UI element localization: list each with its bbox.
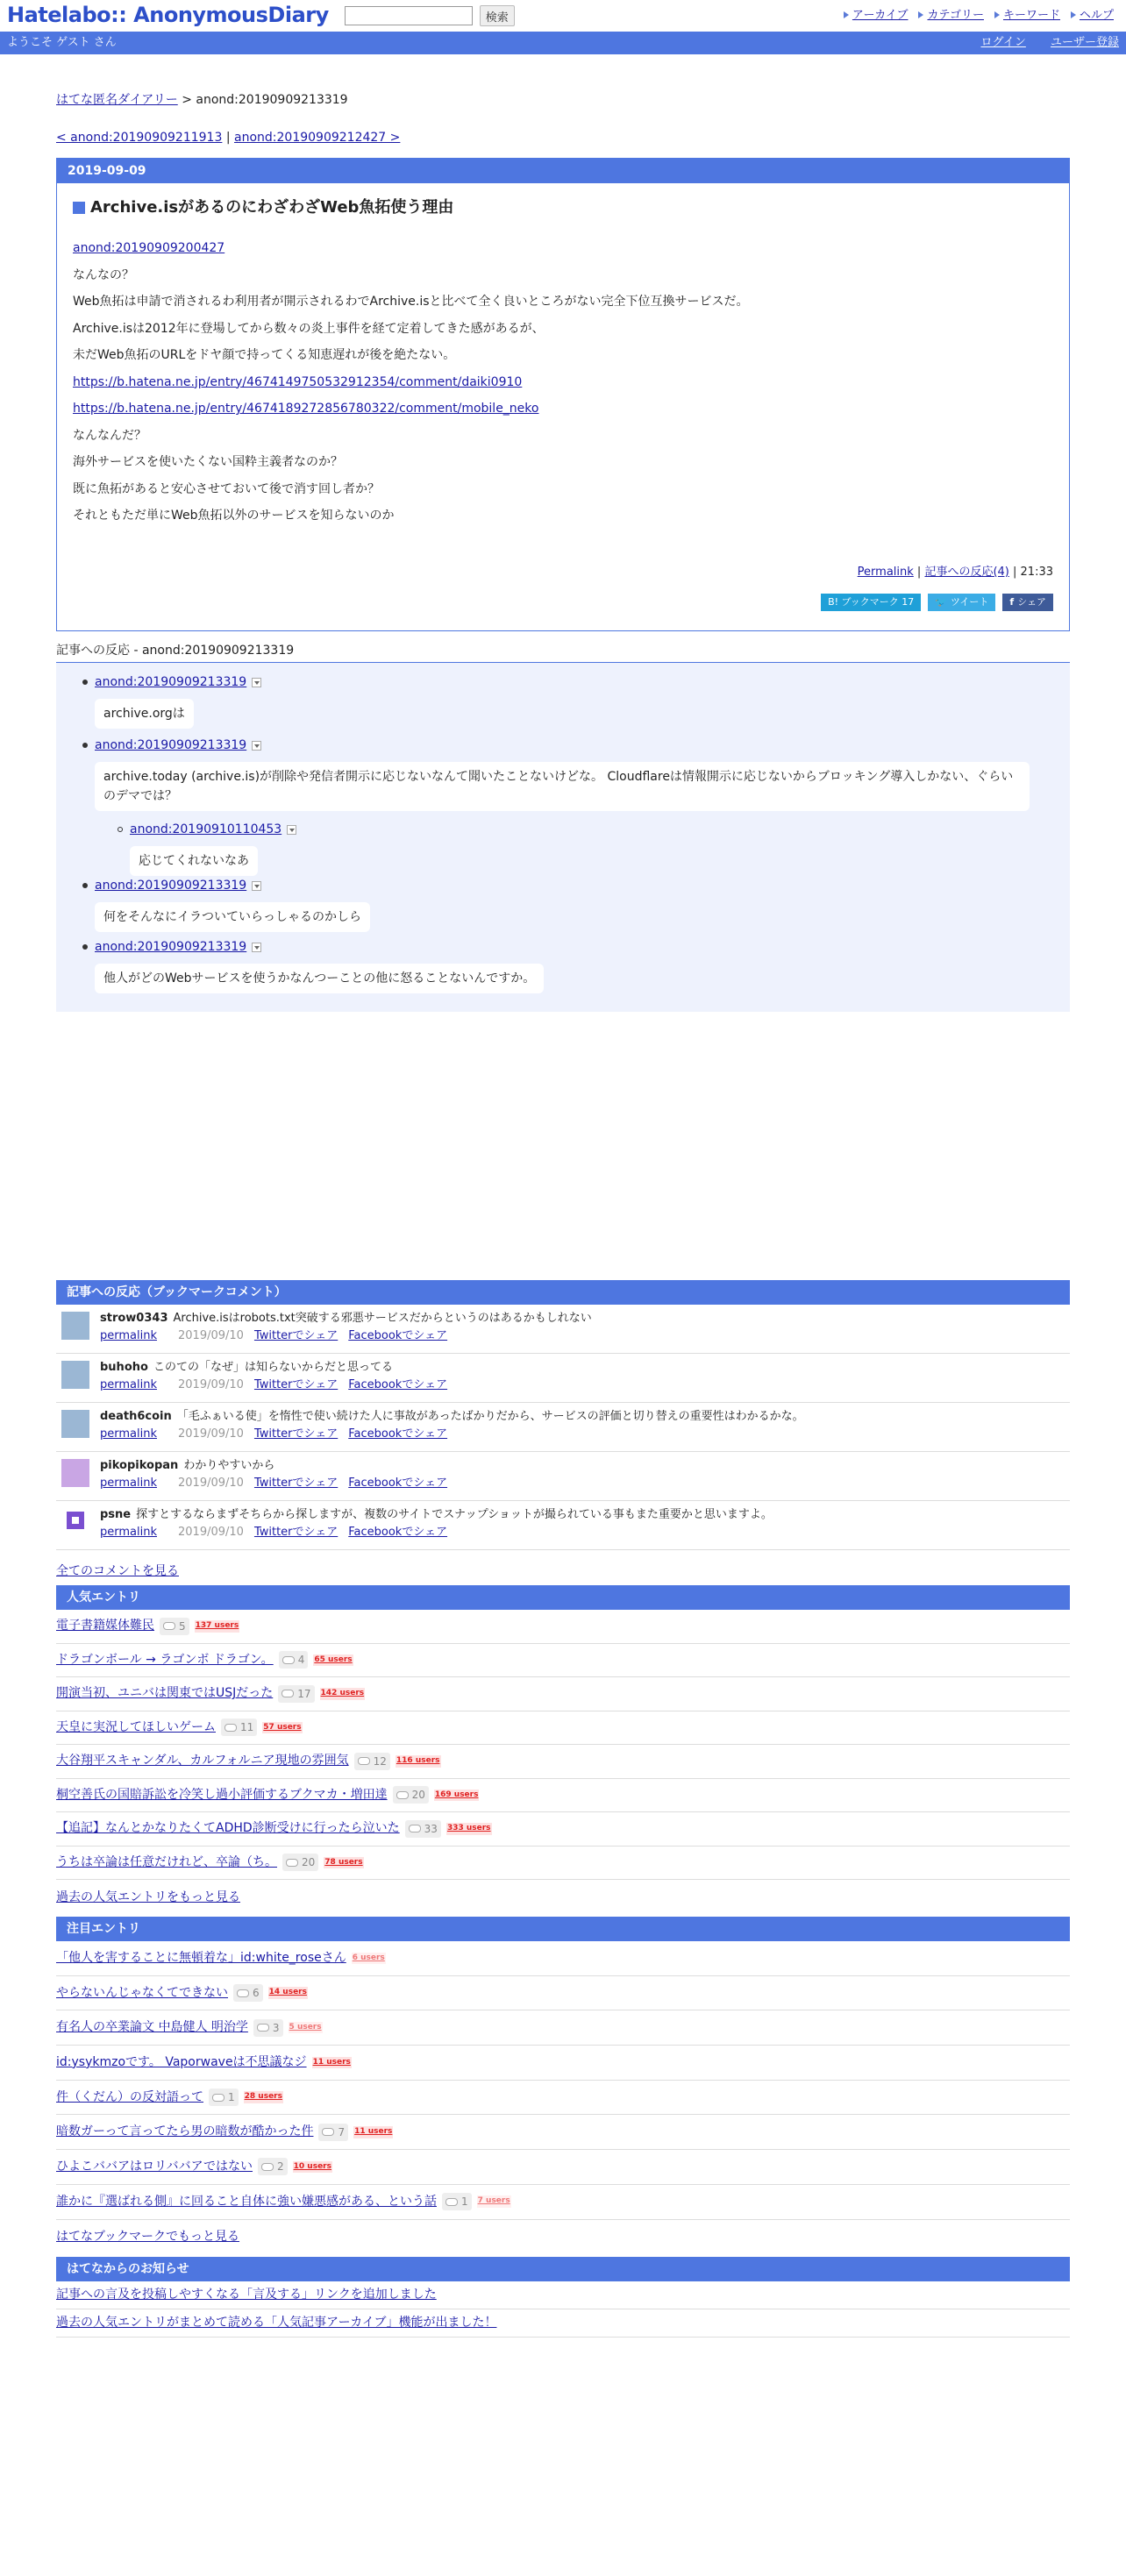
users-badge[interactable]: 65 users <box>313 1654 353 1667</box>
list-item <box>56 1711 1070 1746</box>
news-list <box>56 2281 1070 2338</box>
entry-line: なんなの？ <box>73 267 134 282</box>
popular-entries-list <box>56 1610 1070 1880</box>
more-featured-link[interactable]: はてなブックマークでもっと見る <box>56 2230 240 2244</box>
popular-entry-link[interactable]: 【追記】なんとかなりたくてADHD診断受けに行ったら泣いた <box>56 1821 400 1836</box>
responses-tree <box>56 663 1070 1012</box>
avatar[interactable] <box>61 1410 89 1438</box>
pager-sep: | <box>225 131 231 145</box>
expand-toggle-icon[interactable] <box>252 881 261 891</box>
list-item <box>56 1812 1070 1847</box>
response-link[interactable]: anond:20190909213319 <box>95 940 247 954</box>
pager <box>56 129 1070 147</box>
comment-count-value: 20 <box>411 1789 425 1802</box>
users-badge[interactable]: 333 users <box>446 1823 492 1835</box>
comment-count[interactable] <box>354 1753 390 1770</box>
comment-count-value: 12 <box>373 1754 387 1768</box>
comment-count[interactable] <box>318 2124 348 2141</box>
users-badge[interactable]: 7 users <box>477 2195 511 2208</box>
bookmark-comment <box>56 1403 1070 1452</box>
bookmark-date: 2019/09/10 <box>178 1427 244 1441</box>
facebook-share-link[interactable]: Facebookでシェア <box>348 1526 448 1539</box>
bookmark-comments-title: 記事への反応（ブックマークコメント） <box>56 1280 1070 1305</box>
comment-bubble-icon <box>282 1690 294 1697</box>
nav-archive[interactable]: アーカイブ <box>844 7 909 25</box>
facebook-share-button[interactable] <box>1002 594 1053 611</box>
response-item <box>95 673 261 729</box>
facebook-icon: f <box>1009 596 1015 608</box>
comment-count[interactable] <box>258 2158 288 2175</box>
entry-url-link[interactable]: https://b.hatena.ne.jp/entry/4674189272856780322/comment/mobile_neko <box>73 402 539 416</box>
entry-footer: Permalink | 記事への反応(4) | 21:33 <box>857 566 1053 579</box>
register-link[interactable]: ユーザー登録 <box>1050 36 1119 50</box>
entry-line: 未だWeb魚拓のURLをドヤ顔で持ってくる知恵遅れが後を絶たない。 <box>73 348 456 362</box>
comment-bubble-icon <box>396 1791 409 1799</box>
all-comments-link[interactable]: 全てのコメントを見る <box>56 1564 179 1578</box>
welcome-bar <box>0 32 1126 54</box>
next-entry-link[interactable]: anond:20190909212427 > <box>234 131 401 145</box>
comment-count-value: 1 <box>461 2195 468 2209</box>
comment-count-value: 11 <box>240 1721 254 1734</box>
popular-entry-link[interactable]: 電子書籍媒体難民 <box>56 1619 154 1633</box>
news-title: はてなからのお知らせ <box>56 2257 1070 2281</box>
tweet-button[interactable] <box>928 594 995 611</box>
permalink[interactable]: Permalink <box>857 566 914 579</box>
comment-count-value: 4 <box>297 1654 305 1667</box>
bullet-icon <box>82 883 88 888</box>
comment-count[interactable] <box>221 1719 257 1736</box>
response-link[interactable]: anond:20190909213319 <box>95 738 247 752</box>
facebook-share-link[interactable]: Facebookでシェア <box>348 1477 448 1490</box>
comment-count-value: 5 <box>179 1619 186 1633</box>
comment-bubble-icon <box>163 1622 175 1630</box>
main-content <box>56 91 1070 2338</box>
featured-entry-link[interactable]: ひよこババアはロリババアではない <box>56 2159 253 2174</box>
comment-count[interactable] <box>405 1820 441 1838</box>
bookmark-comment-text: Archive.isはrobots.txt突破する邪悪サービスだからというのはあるかもしれない <box>173 1312 592 1325</box>
bookmark-permalink[interactable]: permalink <box>100 1477 157 1490</box>
response-link[interactable]: anond:20190909213319 <box>95 675 247 689</box>
bullet-icon <box>118 827 123 832</box>
entry-line: それともただ単にWeb魚拓以外のサービスを知らないのか <box>73 509 395 523</box>
entry-title-link[interactable]: Archive.isがあるのにわざわざWeb魚拓使う理由 <box>90 198 454 217</box>
featured-entry-link[interactable]: 誰かに『選ばれる側』に回ること自体に強い嫌悪感がある、という話 <box>56 2194 437 2209</box>
popular-entries-title: 人気エントリ <box>56 1585 1070 1610</box>
bookmark-user[interactable]: psne <box>100 1508 132 1521</box>
users-badge[interactable]: 57 users <box>262 1722 302 1734</box>
list-item <box>56 2046 1070 2081</box>
bookmark-date: 2019/09/10 <box>178 1378 244 1391</box>
comment-count-value: 1 <box>228 2091 235 2104</box>
bookmark-comment <box>56 1305 1070 1354</box>
diary-entry <box>56 158 1070 631</box>
bookmark-comment-text: 「毛ふぁいる使」を惰性で使い続けた人に事故があったばかりだから、サービスの評価と切り替えの重要性はわかるかな。 <box>176 1410 804 1423</box>
comment-count-value: 6 <box>253 1987 260 2000</box>
list-item <box>56 1976 1070 2011</box>
search-form <box>345 5 515 26</box>
featured-entry-link[interactable]: 「他人を害することに無頓着な」id:white_roseさん <box>56 1950 346 1965</box>
list-item <box>56 1941 1070 1976</box>
response-item <box>95 938 544 993</box>
users-badge[interactable]: 142 users <box>320 1688 366 1700</box>
list-item <box>56 1779 1070 1813</box>
users-badge[interactable]: 116 users <box>396 1755 441 1768</box>
response-text: 応じてくれないなあ <box>130 846 258 876</box>
entry-ref-link[interactable]: anond:20190909200427 <box>73 241 225 255</box>
prev-entry-link[interactable]: < anond:20190909211913 <box>56 131 223 145</box>
response-item <box>95 737 1030 811</box>
bookmark-permalink[interactable]: permalink <box>100 1329 157 1342</box>
expand-toggle-icon[interactable] <box>287 825 296 835</box>
response-text: 他人がどのWebサービスを使うかなんつーことの他に怒ることないんですか。 <box>95 964 544 993</box>
list-item <box>56 2185 1070 2220</box>
list-item <box>56 1677 1070 1711</box>
users-badge[interactable]: 6 users <box>352 1953 386 1965</box>
entry-time: 21:33 <box>1020 566 1053 579</box>
list-item <box>56 2281 1070 2309</box>
square-icon <box>73 202 85 214</box>
bookmark-date: 2019/09/10 <box>178 1329 244 1342</box>
bookmark-comment <box>56 1354 1070 1403</box>
users-badge[interactable]: 28 users <box>244 2091 283 2103</box>
popular-entry-link[interactable]: 大谷翔平スキャンダル、カルフォルニア現地の雰囲気 <box>56 1754 349 1768</box>
news-link[interactable]: 過去の人気エントリがまとめて読める「人気記事アーカイブ」機能が出ました！ <box>56 2315 497 2330</box>
comment-count-value: 7 <box>338 2125 346 2138</box>
users-badge[interactable]: 169 users <box>434 1790 480 1802</box>
breadcrumb-current: anond:20190909213319 <box>196 93 348 107</box>
comment-bubble-icon <box>237 1989 249 1997</box>
comment-count[interactable] <box>253 2019 283 2037</box>
comment-bubble-icon <box>257 2024 269 2032</box>
nav-help[interactable]: ヘルプ <box>1071 7 1114 25</box>
bookmark-user[interactable]: death6coin <box>100 1410 172 1423</box>
twitter-share-link[interactable]: Twitterでシェア <box>253 1427 339 1441</box>
comment-bubble-icon <box>409 1825 421 1832</box>
share-buttons <box>814 594 1053 611</box>
twitter-share-link[interactable]: Twitterでシェア <box>253 1477 339 1490</box>
popular-entry-link[interactable]: ドラゴンボール → ラゴンボ ドラゴン。 <box>56 1652 274 1667</box>
account-links <box>959 34 1119 52</box>
response-link[interactable]: anond:20190910110453 <box>130 822 282 836</box>
response-text: 何をそんなにイラついていらっしゃるのかしら <box>95 902 370 932</box>
hatena-bookmark-button[interactable]: B! ブックマーク 17 <box>821 594 921 611</box>
list-item <box>56 1610 1070 1644</box>
entry-line: 海外サービスを使いたくない国粋主義者なのか？ <box>73 455 343 469</box>
list-item <box>56 1847 1070 1881</box>
comment-bubble-icon <box>322 2128 334 2136</box>
featured-entries-list <box>56 1941 1070 2220</box>
bullet-icon <box>82 944 88 950</box>
list-item <box>56 1644 1070 1678</box>
list-item <box>56 2010 1070 2046</box>
comment-bubble-icon <box>445 2198 458 2206</box>
comment-bubble-icon <box>358 1757 370 1765</box>
list-item <box>56 1745 1070 1779</box>
popular-entry-link[interactable]: うちは卒論は任意だけれど、卒論（ち。 <box>56 1854 277 1869</box>
breadcrumb-sep: > <box>182 93 192 107</box>
featured-entries-title: 注目エントリ <box>56 1917 1070 1941</box>
comment-count[interactable] <box>442 2193 472 2210</box>
bookmark-comment-text: わかりやすいから <box>183 1459 275 1472</box>
bullet-icon <box>82 680 88 685</box>
reactions-link[interactable]: 記事への反応(4) <box>924 566 1009 579</box>
site-header <box>0 0 1126 32</box>
bookmark-comment-text: このての「なぜ」は知らないからだと思ってる <box>153 1361 393 1374</box>
comment-bubble-icon <box>282 1656 295 1664</box>
users-badge[interactable]: 78 users <box>324 1857 363 1869</box>
list-item <box>56 2115 1070 2150</box>
bookmark-comment <box>56 1452 1070 1501</box>
entry-line: なんなんだ？ <box>73 428 146 443</box>
featured-entry-link[interactable]: id:ysykmzoです。 Vaporwaveは不思議なジ <box>56 2054 307 2069</box>
bookmark-user[interactable]: pikopikopan <box>100 1459 179 1472</box>
breadcrumb <box>56 91 1070 110</box>
search-input[interactable] <box>345 6 473 25</box>
comment-count[interactable] <box>160 1618 189 1635</box>
entry-line: Archive.isは2012年に登場してから数々の炎上事件を経て定着してきた感があるが、 <box>73 321 545 336</box>
breadcrumb-home[interactable]: はてな匿名ダイアリー <box>56 93 178 107</box>
twitter-share-link[interactable]: Twitterでシェア <box>253 1378 339 1391</box>
list-item <box>56 2150 1070 2185</box>
avatar[interactable] <box>61 1312 89 1340</box>
bookmark-date: 2019/09/10 <box>178 1477 244 1490</box>
comment-bubble-icon <box>286 1859 298 1867</box>
list-item <box>56 2081 1070 2116</box>
featured-entry-link[interactable]: やらないんじゃなくてできない <box>56 1985 228 2000</box>
entry-line: Web魚拓は申請で消されるわ利用者が開示されるわでArchive.isと比べて全く良いところがない完全下位互換サービスだ。 <box>73 295 749 309</box>
welcome-text: ようこそ ゲスト さん <box>7 36 117 50</box>
nav-keyword[interactable]: キーワード <box>994 7 1060 25</box>
bookmark-date: 2019/09/10 <box>178 1526 244 1539</box>
avatar[interactable] <box>61 1459 89 1487</box>
entry-line: 既に魚拓があると安心させておいて後で消す回し者か？ <box>73 481 380 496</box>
twitter-share-link[interactable]: Twitterでシェア <box>253 1329 339 1342</box>
facebook-share-link[interactable]: Facebookでシェア <box>348 1378 448 1391</box>
featured-entry-link[interactable]: 暗数ガーって言ってたら男の暗数が酷かった件 <box>56 2124 314 2139</box>
comment-count-value: 20 <box>302 1856 316 1869</box>
expand-toggle-icon[interactable] <box>252 741 261 751</box>
response-link[interactable]: anond:20190909213319 <box>95 879 247 893</box>
entry-title <box>73 196 1069 219</box>
comment-bubble-icon <box>261 2163 274 2171</box>
users-badge[interactable]: 5 users <box>289 2022 323 2034</box>
twitter-icon: 🐦 <box>935 596 947 608</box>
list-item <box>56 2309 1070 2338</box>
popular-entry-link[interactable]: 天皇に実況してほしいゲーム <box>56 1719 216 1734</box>
facebook-share-link[interactable]: Facebookでシェア <box>348 1329 448 1342</box>
bookmark-user[interactable]: buhoho <box>100 1361 148 1374</box>
expand-toggle-icon[interactable] <box>252 943 261 952</box>
featured-entry-link[interactable]: 有名人の卒業論文 中島健人 明治学 <box>56 2020 248 2035</box>
facebook-share-link[interactable]: Facebookでシェア <box>348 1427 448 1441</box>
nav-category[interactable]: カテゴリー <box>918 7 983 25</box>
login-link[interactable]: ログイン <box>980 36 1026 50</box>
twitter-share-link[interactable]: Twitterでシェア <box>253 1526 339 1539</box>
response-text: archive.today (archive.is)が削除や発信者開示に応じないなんて聞いたことないけどな。 Cloudflareは情報開示に応じないからブロッキング導入しかない、ぐらいのデマでは？ <box>95 762 1030 811</box>
comment-count-value: 17 <box>297 1687 311 1700</box>
comment-count-value: 2 <box>277 2160 284 2174</box>
comment-count-value: 33 <box>424 1822 438 1835</box>
comment-count[interactable] <box>393 1786 429 1804</box>
featured-entry-link[interactable]: 件（くだん）の反対語って <box>56 2089 203 2104</box>
comment-count[interactable] <box>209 2089 239 2106</box>
users-badge[interactable]: 11 users <box>353 2126 393 2138</box>
expand-toggle-icon[interactable] <box>252 678 261 687</box>
comment-count[interactable] <box>282 1854 318 1871</box>
comment-count[interactable] <box>233 1984 263 2002</box>
comment-bubble-icon <box>224 1724 237 1732</box>
bullet-icon <box>82 743 88 748</box>
avatar[interactable] <box>67 1512 84 1529</box>
news-link[interactable]: 記事への言及を投稿しやすくなる「言及する」リンクを追加しました <box>56 2287 437 2302</box>
users-badge[interactable]: 10 users <box>293 2161 332 2174</box>
comment-count[interactable] <box>279 1651 309 1669</box>
bookmark-permalink[interactable]: permalink <box>100 1427 157 1441</box>
site-logo[interactable]: Hatelabo:: AnonymousDiary <box>7 3 329 27</box>
share-label: シェア <box>1017 596 1046 608</box>
response-item <box>95 877 370 932</box>
bookmark-comment-text: 探すとするならまずそちらから探しますが、複数のサイトでスナップショットが撮られている事もまた重要かと思いますよ。 <box>136 1508 773 1521</box>
more-popular-link[interactable]: 過去の人気エントリをもっと見る <box>56 1889 240 1904</box>
avatar[interactable] <box>61 1361 89 1389</box>
entry-body <box>73 238 1069 533</box>
bookmark-permalink[interactable]: permalink <box>100 1378 157 1391</box>
tweet-label: ツイート <box>950 596 989 608</box>
comment-bubble-icon <box>212 2094 224 2102</box>
users-badge[interactable]: 11 users <box>312 2057 352 2069</box>
search-button[interactable]: 検索 <box>480 5 515 26</box>
bookmark-comment <box>56 1501 1070 1550</box>
responses-title: 記事への反応 - anond:20190909213319 <box>56 642 1070 663</box>
top-nav <box>833 7 1114 25</box>
popular-entry-link[interactable]: 開演当初、ユニバは関東ではUSJだった <box>56 1686 274 1701</box>
entry-date: 2019-09-09 <box>57 159 1069 183</box>
bookmark-user[interactable]: strow0343 <box>100 1312 168 1325</box>
response-text: archive.orgは <box>95 699 194 729</box>
response-item <box>130 821 296 876</box>
bookmark-permalink[interactable]: permalink <box>100 1526 157 1539</box>
comment-count[interactable] <box>278 1685 314 1703</box>
entry-url-link[interactable]: https://b.hatena.ne.jp/entry/4674149750532912354/comment/daiki0910 <box>73 374 523 389</box>
users-badge[interactable]: 137 users <box>195 1620 240 1633</box>
users-badge[interactable]: 14 users <box>268 1987 308 1999</box>
comment-count-value: 3 <box>272 2021 280 2034</box>
popular-entry-link[interactable]: 桐空善氏の国賠訴訟を冷笑し過小評価するブクマカ・増田達 <box>56 1787 388 1802</box>
bookmark-comments-list <box>56 1305 1070 1550</box>
